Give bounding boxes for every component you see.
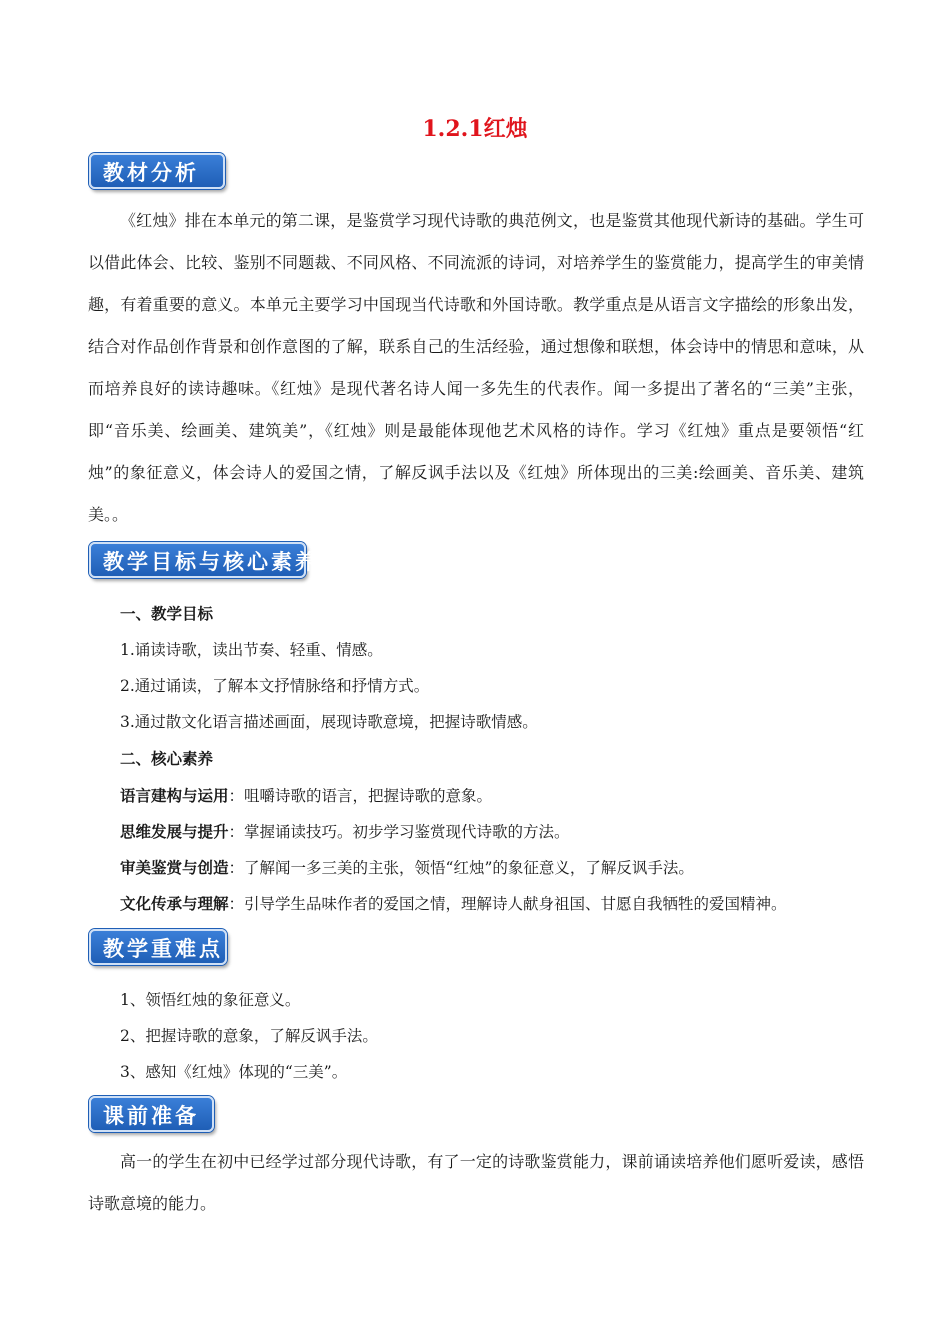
literacy-label: 思维发展与提升 [120, 823, 229, 841]
literacy-label: 语言建构与运用 [120, 787, 229, 805]
literacy-item [120, 856, 694, 878]
literacy-label: 审美鉴赏与创造 [120, 859, 229, 877]
goal-item: 3.通过散文化语言描述画面，展现诗歌意境，把握诗歌情感。 [120, 713, 538, 731]
difficulty-item: 3、感知《红烛》体现的“三美”。 [120, 1063, 348, 1081]
goals-subheading-teaching: 一、教学目标 [120, 605, 214, 623]
difficulty-item: 1、领悟红烛的象征意义。 [120, 991, 301, 1009]
literacy-item [120, 892, 787, 914]
goals-subheading-literacy: 二、核心素养 [120, 750, 214, 768]
analysis-paragraph: 《红烛》排在本单元的第二课，是鉴赏学习现代诗歌的典范例文，也是鉴赏其他现代新诗的基础。学生可以借此体会、比较、鉴别不同题裁、不同风格、不同流派的诗词，对培养学生的鉴赏能力，提高学生的审美情趣，有着重要的意义。本单元主要学习中国现当代诗歌和外国诗歌。教学重点是从语言文字描绘的形象出发，结合对作品创作背景和创作意图的了解，联系自己的生活经验，通过想像和联想，体会诗中的情思和意味，从而培养良好的读诗趣味。《红烛》是现代著名诗人闻一多先生的代表作。闻一多提出了著名的“三美”主张，即“音乐美、绘画美、建筑美”，《红烛》则是最能体现他艺术风格的诗作。学习《红烛》重点是要领悟“红烛”的象征意义，体会诗人的爱国之情，了解反讽手法以及《红烛》所体现出的三美:绘画美、音乐美、建筑美。。 [88, 211, 864, 524]
literacy-item [120, 820, 570, 842]
section-heading-difficulties: 教学重难点 [89, 929, 227, 965]
literacy-text: ：掌握诵读技巧。初步学习鉴赏现代诗歌的方法。 [228, 823, 570, 841]
document-title: 1.2.1红烛 [422, 116, 528, 142]
preparation-paragraph: 高一的学生在初中已经学过部分现代诗歌，有了一定的诗歌鉴赏能力，课前诵读培养他们愿听爱读，感悟诗歌意境的能力。 [88, 1152, 864, 1213]
literacy-item [120, 784, 492, 806]
goal-item: 2.通过诵读，了解本文抒情脉络和抒情方式。 [120, 677, 430, 695]
goal-item: 1.诵读诗歌，读出节奏、轻重、情感。 [120, 641, 383, 659]
literacy-text: ：咀嚼诗歌的语言，把握诗歌的意象。 [228, 787, 493, 805]
section-heading-preparation: 课前准备 [89, 1096, 214, 1132]
section-heading-analysis: 教材分析 [89, 153, 225, 189]
section-heading-goals: 教学目标与核心素养 [89, 542, 306, 578]
literacy-text: ：引导学生品味作者的爱国之情，理解诗人献身祖国、甘愿自我牺牲的爱国精神。 [228, 895, 787, 913]
literacy-text: ：了解闻一多三美的主张，领悟“红烛”的象征意义，了解反讽手法。 [228, 859, 694, 877]
literacy-label: 文化传承与理解 [120, 895, 229, 913]
difficulty-item: 2、把握诗歌的意象，了解反讽手法。 [120, 1027, 378, 1045]
